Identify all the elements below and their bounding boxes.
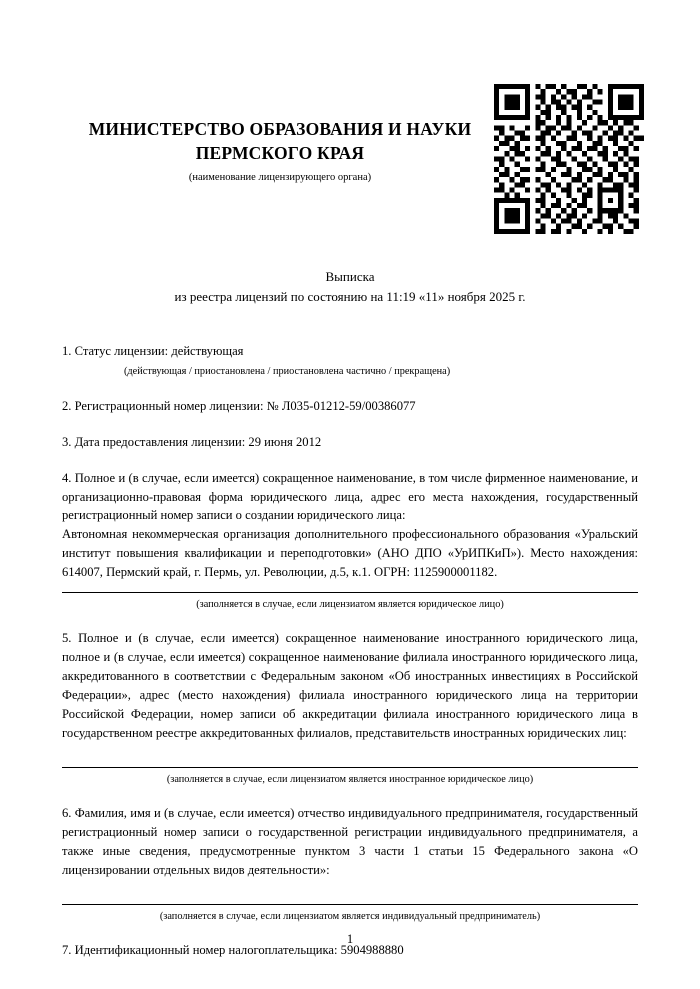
document-body	[62, 342, 638, 961]
item-reg-number	[62, 397, 638, 416]
qr-code-image	[494, 84, 644, 234]
item-individual-entrepreneur-hint: (заполняется в случае, если лицензиатом является индивидуальный предприниматель)	[159, 910, 541, 922]
item-legal-entity	[62, 469, 638, 613]
page-number: 1	[346, 932, 354, 946]
item-inn-text: 7. Идентификационный номер налогоплательщика: 5904988880	[62, 943, 404, 958]
licensing-authority-caption: (наименование лицензирующего органа)	[188, 172, 372, 184]
item-status-text: 1. Статус лицензии: действующая	[62, 343, 244, 358]
document-title	[62, 267, 638, 307]
item-foreign-entity-hint: (заполняется в случае, если лицензиатом является иностранное юридическое лицо)	[166, 773, 534, 785]
item-foreign-entity-text: 5. Полное и (в случае, если имеется) сокращенное наименование иностранного юридического лица, полное и (в случае, если имеется) сокращенное наименование филиала иностранного юридического лица, аккредитованного в соответствии с Федеральным законом «Об иностранных инвестициях в Российской Федерации», адрес (место нахождения) филиала иностранного юридического лица на территории Российской Федерации, номер записи об аккредитации филиала иностранного юридического лица в государственном реестре аккредитованных филиалов, представительств иностранных юридических лиц:	[62, 631, 638, 740]
item-status-hint: (действующая / приостановлена / приостановлена частично / прекращена)	[124, 366, 451, 378]
divider	[62, 904, 638, 905]
item-reg-number-text: 2. Регистрационный номер лицензии: № Л035-01212-59/00386077	[62, 398, 416, 413]
item-date	[62, 433, 638, 452]
divider	[62, 767, 638, 768]
item-legal-entity-hint: (заполняется в случае, если лицензиатом является юридическое лицо)	[196, 598, 504, 610]
ministry-title-line2: ПЕРМСКОГО КРАЯ	[195, 142, 365, 163]
item-status	[62, 342, 638, 380]
qr-code	[494, 84, 644, 234]
item-legal-entity-value: Автономная некоммерческая организация дополнительного профессионального образования «Уральский институт повышения квалификации и переподготовки» (АНО ДПО «УрИПКиП»). Место нахождения: 614007, Пермский край, г. Пермь, ул. Революции, д.5, к.1. ОГРН: 1125900001182.	[62, 527, 638, 580]
divider	[62, 592, 638, 593]
document-title-line2: из реестра лицензий по состоянию на 11:19 «11» ноября 2025 г.	[174, 289, 526, 305]
item-legal-entity-text: 4. Полное и (в случае, если имеется) сокращенное наименование, в том числе фирменное наименование, и организационно-правовая форма юридического лица, адрес его места нахождения, государственный регистрационный номер записи о создании юридического лица:	[62, 470, 638, 523]
item-foreign-entity	[62, 629, 638, 787]
item-individual-entrepreneur	[62, 804, 638, 924]
document-title-line1: Выписка	[325, 269, 375, 285]
item-date-text: 3. Дата предоставления лицензии: 29 июня 2012	[62, 434, 322, 449]
ministry-title-line1: МИНИСТЕРСТВО ОБРАЗОВАНИЯ И НАУКИ	[88, 119, 472, 139]
item-individual-entrepreneur-text: 6. Фамилия, имя и (в случае, если имеется) отчество индивидуального предпринимателя, государственный регистрационный номер записи о государственной регистрации индивидуального предпринимателя, а также иные сведения, предусмотренные пунктом 3 части 1 статьи 15 Федерального закона «О лицензировании отдельных видов деятельности»:	[62, 806, 638, 877]
